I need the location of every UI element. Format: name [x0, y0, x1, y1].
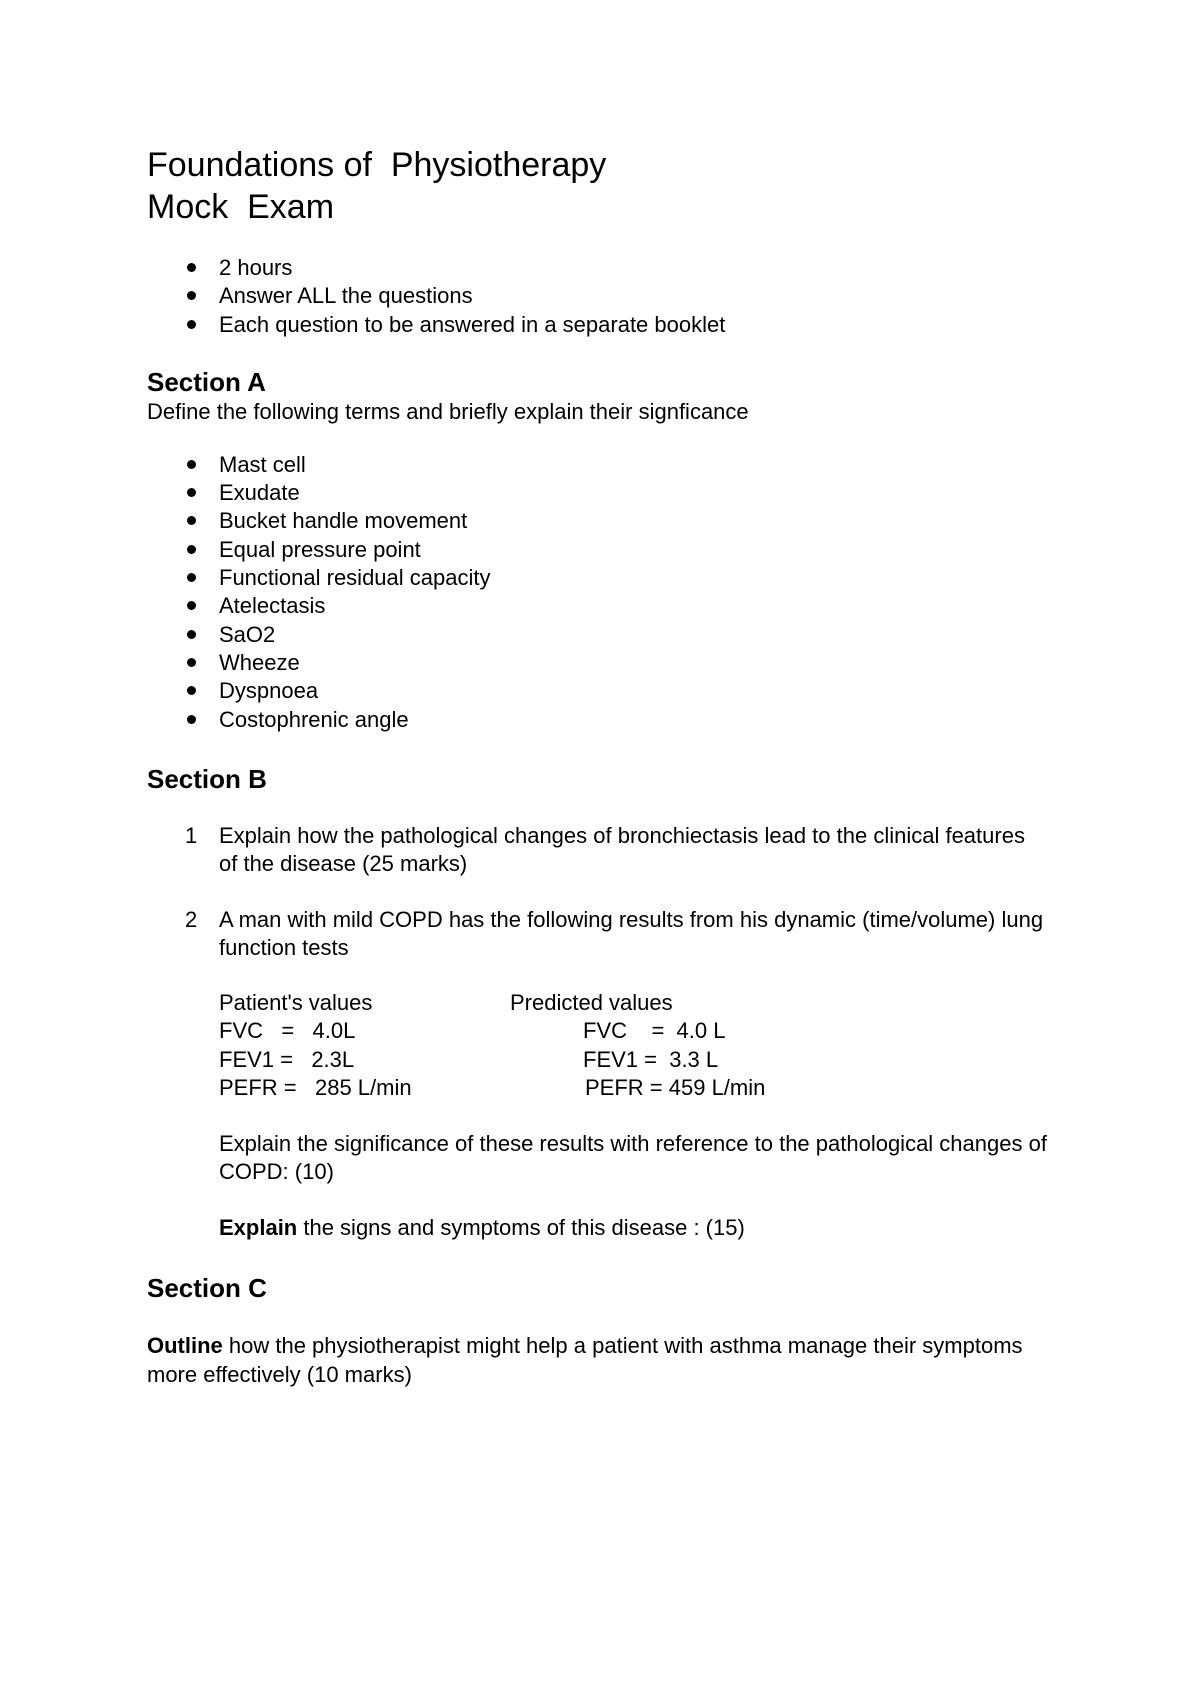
question-1-number: 1	[185, 822, 198, 848]
bullet-dot-icon	[187, 320, 196, 329]
exam-title	[147, 144, 1047, 228]
bullet-dot-icon	[187, 630, 196, 639]
question-2	[147, 906, 1047, 1243]
section-a-heading: Section A	[147, 366, 266, 397]
question-2-signs-text: the signs and symptoms of this disease : (15)	[297, 1214, 745, 1240]
term-item: Mast cell	[147, 451, 1047, 479]
patient-fev1-value: FEV1 = 2.3L	[219, 1046, 355, 1072]
section-c-question	[147, 1332, 1047, 1389]
patient-pefr-value: PEFR = 285 L/min	[219, 1075, 412, 1101]
question-2-significance: Explain the significance of these results with reference to the pathological changes of COPD: (10)	[219, 1130, 1047, 1185]
exam-title-line-1: Foundations of Physiotherapy	[147, 146, 607, 184]
patient-values-header: Patient's values	[219, 989, 373, 1015]
patient-fvc-value: FVC = 4.0L	[219, 1018, 356, 1044]
term-item: Bucket handle movement	[147, 507, 1047, 535]
term-item: Equal pressure point	[147, 536, 1047, 564]
section-b-heading: Section B	[147, 763, 267, 794]
question-2-number: 2	[185, 906, 198, 932]
bullet-dot-icon	[187, 658, 196, 667]
section-c-text: how the physiotherapist might help a patient with asthma manage their symptoms more effectively (10 marks)	[147, 1333, 1023, 1387]
bullet-dot-icon	[187, 686, 196, 695]
exam-info-list	[147, 254, 1047, 339]
section-c-heading: Section C	[147, 1273, 267, 1304]
exam-document	[147, 144, 1047, 1389]
term-item: Costophrenic angle	[147, 706, 1047, 734]
bullet-dot-icon	[187, 291, 196, 300]
bullet-dot-icon	[187, 516, 196, 525]
predicted-fvc-value: FVC = 4.0 L	[583, 1018, 726, 1044]
question-2-text: A man with mild COPD has the following results from his dynamic (time/volume) lung function tests	[219, 906, 1044, 961]
term-item: Functional residual capacity	[147, 564, 1047, 592]
bullet-dot-icon	[187, 573, 196, 582]
section-c-bold: Outline	[147, 1333, 223, 1359]
bullet-dot-icon	[187, 263, 196, 272]
bullet-dot-icon	[187, 460, 196, 469]
predicted-fev1-value: FEV1 = 3.3 L	[583, 1046, 719, 1072]
question-1-text: Explain how the pathological changes of bronchiectasis lead to the clinical features of the disease (25 marks)	[219, 822, 1025, 877]
info-item: Answer ALL the questions	[147, 282, 1047, 310]
lung-function-table	[219, 989, 1047, 1103]
term-item: Atelectasis	[147, 592, 1047, 620]
term-item: Exudate	[147, 479, 1047, 507]
info-item: Each question to be answered in a separate booklet	[147, 311, 1047, 339]
question-2-signs	[219, 1214, 1047, 1243]
question-1	[147, 822, 1047, 879]
info-item: 2 hours	[147, 254, 1047, 282]
bullet-dot-icon	[187, 601, 196, 610]
predicted-values-header: Predicted values	[510, 989, 673, 1015]
predicted-pefr-value: PEFR = 459 L/min	[585, 1075, 766, 1101]
section-a-instruction: Define the following terms and briefly explain their signficance	[147, 398, 749, 424]
term-item: SaO2	[147, 621, 1047, 649]
exam-title-line-2: Mock Exam	[147, 188, 335, 226]
question-2-signs-bold: Explain	[219, 1214, 298, 1240]
bullet-dot-icon	[187, 488, 196, 497]
bullet-dot-icon	[187, 715, 196, 724]
term-item: Wheeze	[147, 649, 1047, 677]
section-a-terms-list	[147, 451, 1047, 734]
term-item: Dyspnoea	[147, 677, 1047, 705]
bullet-dot-icon	[187, 545, 196, 554]
